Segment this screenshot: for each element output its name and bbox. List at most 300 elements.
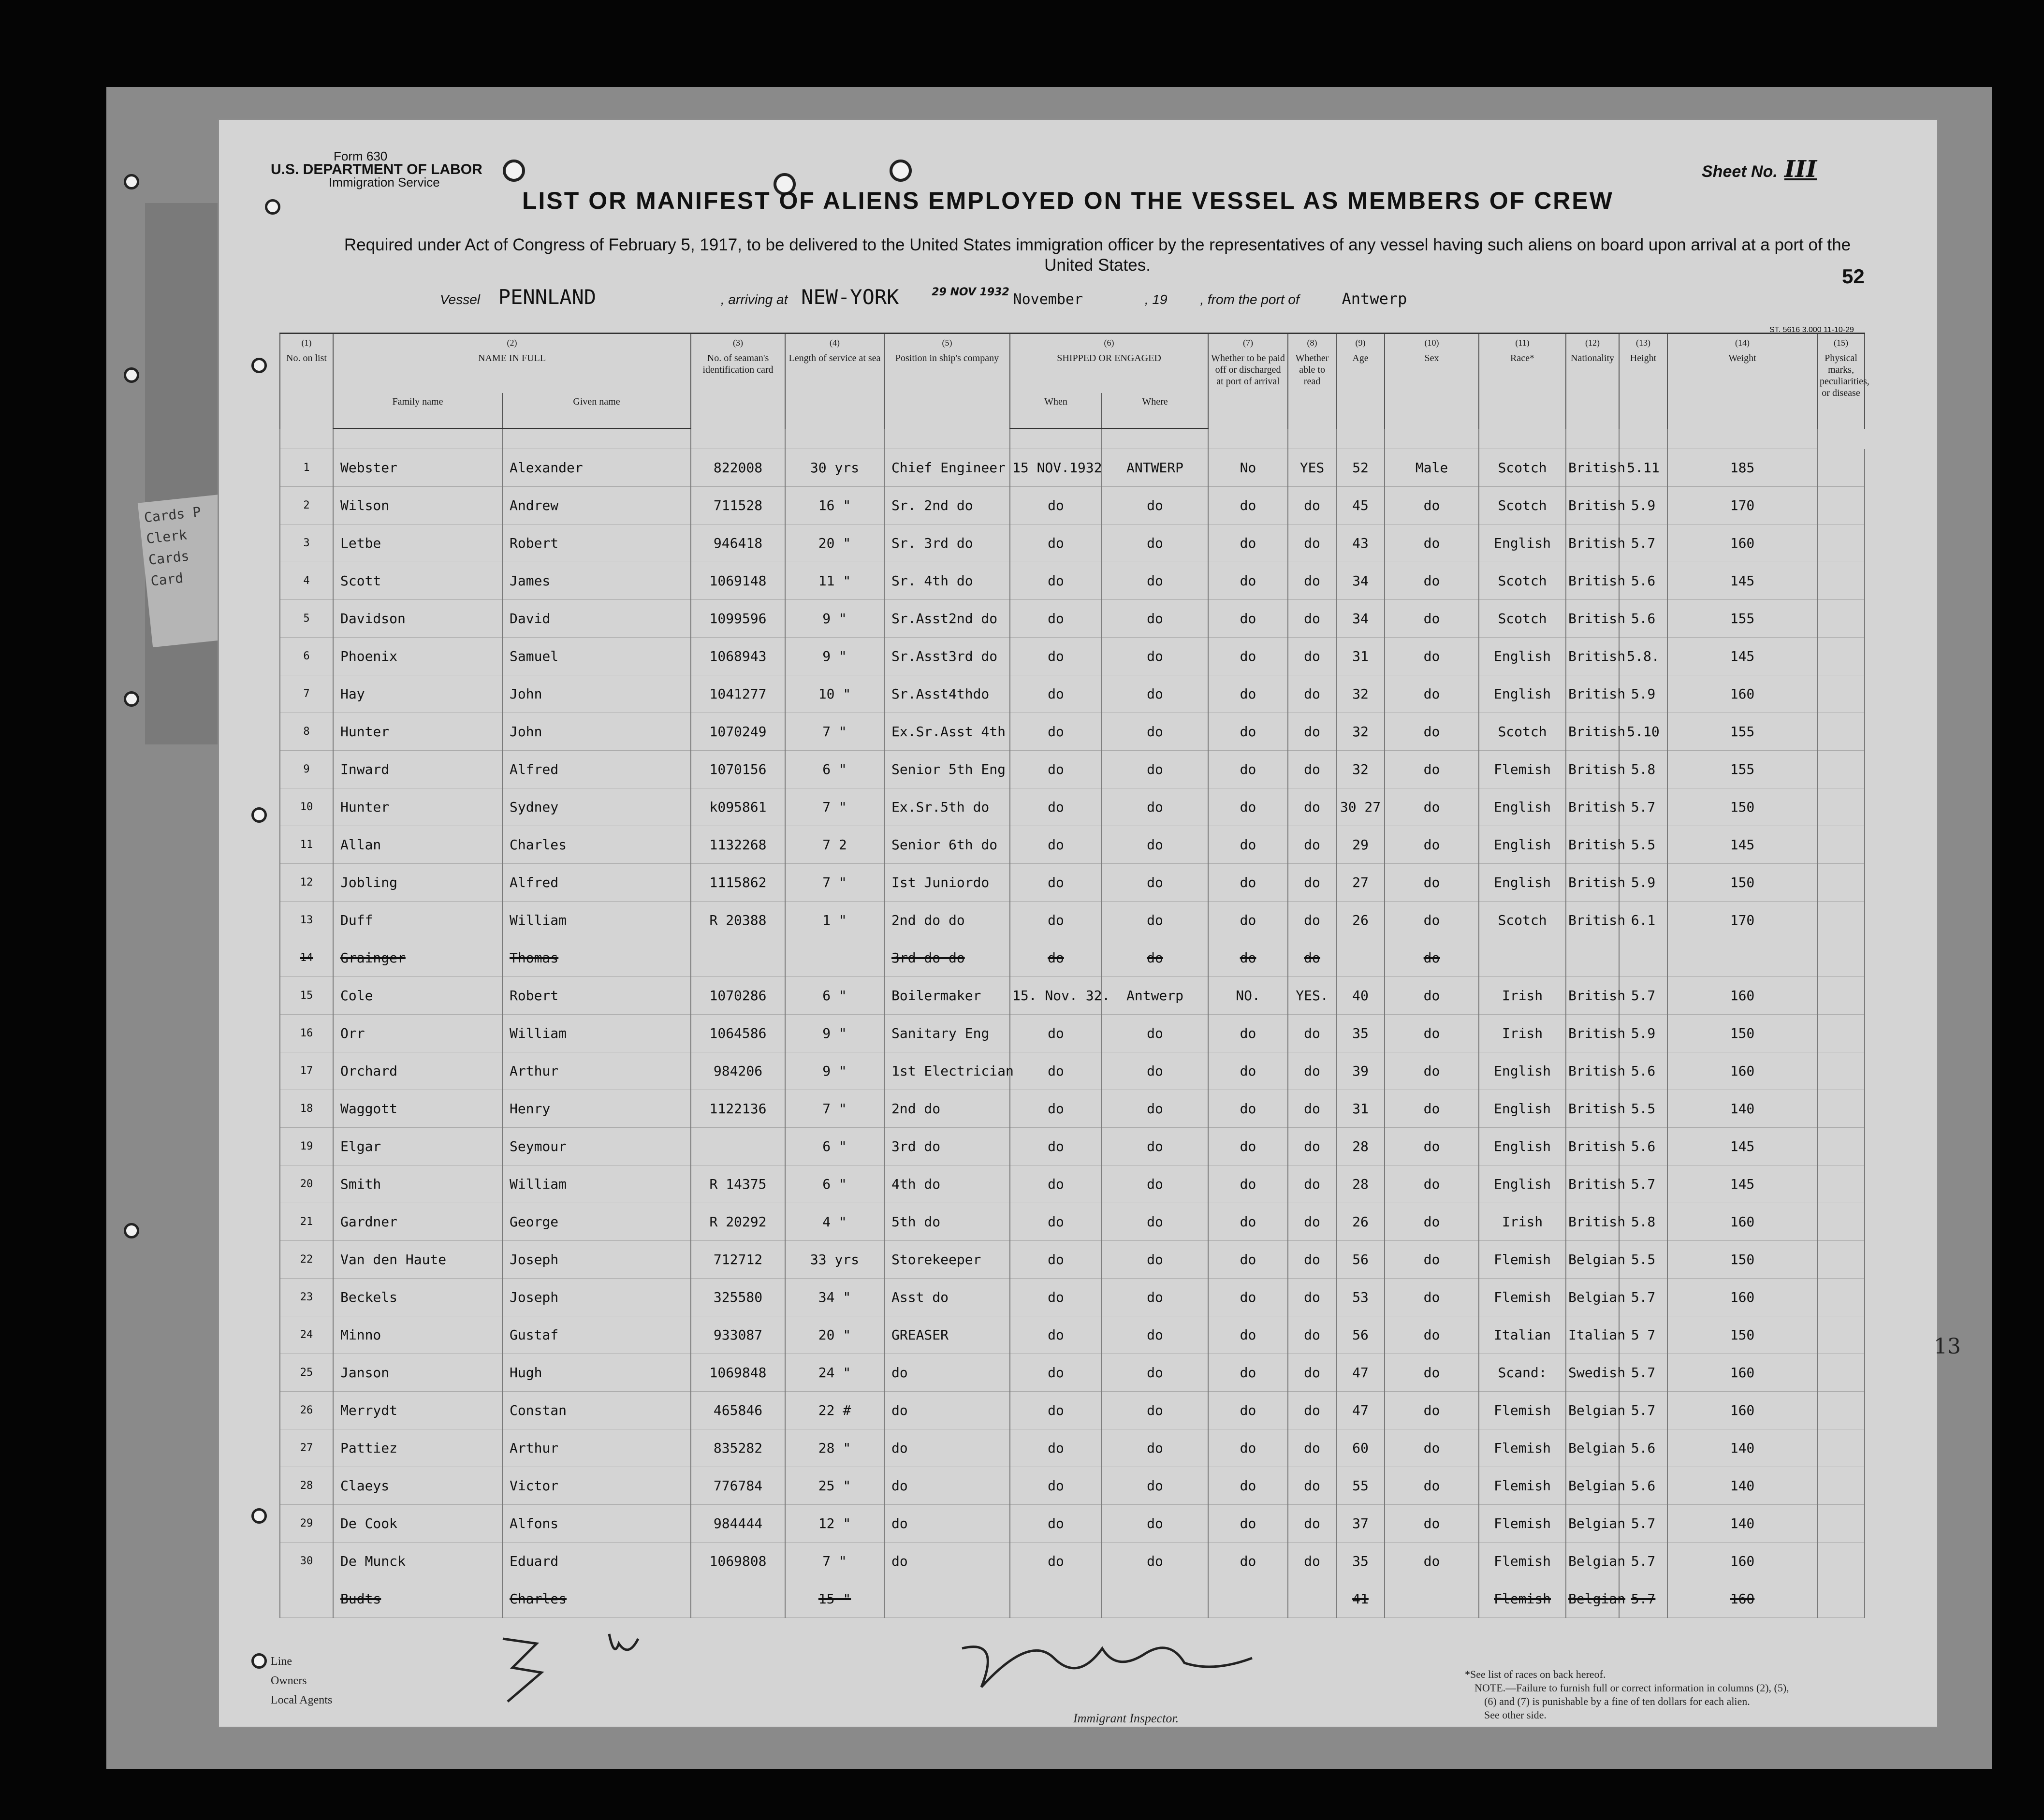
cell-weight [1667,939,1817,977]
cell-where: do [1102,1241,1208,1279]
cell-age: 52 [1336,449,1385,487]
cell-card: 465846 [691,1392,785,1429]
cell-no: 30 [280,1543,333,1580]
cell-paid: do [1208,675,1288,713]
page-title: LIST OR MANIFEST OF ALIENS EMPLOYED ON THE VESSEL AS MEMBERS OF CREW [522,187,1614,214]
cell-sex: do [1385,524,1479,562]
cell-height: 5.7 [1619,1543,1667,1580]
cell-physical-marks [1817,826,1865,864]
cell-read: do [1288,638,1336,675]
cell-when: do [1010,1128,1102,1165]
cell-read: do [1288,1165,1336,1203]
table-row [280,1429,1865,1467]
cell-sex: do [1385,1128,1479,1165]
cell-when: do [1010,713,1102,751]
cell-when: do [1010,1429,1102,1467]
cell-race: English [1479,524,1566,562]
cell-no: 4 [280,562,333,600]
cell-family: Pattiez [333,1429,502,1467]
cell-physical-marks [1817,788,1865,826]
cell-position: Sr.Asst2nd do [884,600,1010,638]
cell-read: do [1288,1543,1336,1580]
cell-nat: Belgian [1566,1580,1619,1618]
cell-height: 5.11 [1619,449,1667,487]
cell-service: 30 yrs [785,449,884,487]
cell-position: Sr. 2nd do [884,487,1010,524]
cell-physical-marks [1817,1505,1865,1543]
table-row [280,1015,1865,1052]
cell-where [1102,1580,1208,1618]
cell-paid: do [1208,1015,1288,1052]
cell-service: 7 2 [785,826,884,864]
cell-age: 28 [1336,1165,1385,1203]
cell-when: do [1010,751,1102,788]
cell-service: 6 " [785,977,884,1015]
cell-height: 5.8 [1619,751,1667,788]
vessel-line: Vessel PENNLAND , arriving at NEW-YORK $^{29 NOV 1932}$ November , 19 , from the port of Antwerp [440,285,1407,309]
cell-paid [1208,1580,1288,1618]
cell-sex: do [1385,1165,1479,1203]
cell-nat: Belgian [1566,1467,1619,1505]
cell-sex: do [1385,826,1479,864]
cell-age: 34 [1336,600,1385,638]
cell-no: 2 [280,487,333,524]
cell-family: Elgar [333,1128,502,1165]
cell-service: 4 " [785,1203,884,1241]
cell-paid: do [1208,1090,1288,1128]
cell-height: 5.6 [1619,1052,1667,1090]
cell-weight: 150 [1667,788,1817,826]
cell-nat: British [1566,788,1619,826]
cell-card: 835282 [691,1429,785,1467]
column-header: (11) Race* [1479,334,1566,429]
cell-weight: 155 [1667,713,1817,751]
cell-given: Alexander [502,449,691,487]
cell-card: 946418 [691,524,785,562]
cell-race: Scotch [1479,902,1566,939]
table-row [280,788,1865,826]
cell-age: 53 [1336,1279,1385,1316]
departure-port: Antwerp [1342,290,1407,308]
cell-sex: do [1385,638,1479,675]
column-subheader: Where [1102,393,1208,429]
table-row [280,1090,1865,1128]
cell-where: do [1102,713,1208,751]
cell-physical-marks [1817,1241,1865,1279]
cell-read: do [1288,487,1336,524]
cell-race: Flemish [1479,751,1566,788]
column-header: (6) SHIPPED OR ENGAGED [1010,334,1208,393]
cell-race: English [1479,1052,1566,1090]
cell-age [1336,939,1385,977]
cell-no: 29 [280,1505,333,1543]
inspector-label: Immigrant Inspector. [1073,1711,1179,1725]
cell-weight: 145 [1667,562,1817,600]
cell-service: 34 " [785,1279,884,1316]
cell-paid: do [1208,638,1288,675]
cell-paid: do [1208,1543,1288,1580]
cell-sex: do [1385,1316,1479,1354]
cell-service: 22 # [785,1392,884,1429]
cell-service: 15 " [785,1580,884,1618]
cell-race: Flemish [1479,1429,1566,1467]
cell-position [884,1580,1010,1618]
cell-nat: British [1566,1128,1619,1165]
cell-position: Sanitary Eng [884,1015,1010,1052]
cell-age: 28 [1336,1128,1385,1165]
cell-where: do [1102,751,1208,788]
cell-position: Chief Engineer [884,449,1010,487]
cell-nat: British [1566,1090,1619,1128]
vessel-name: PENNLAND [498,285,597,309]
binder-hole [251,1508,267,1524]
cell-race: English [1479,1165,1566,1203]
owners-label: Owners [271,1674,307,1687]
cell-family: Janson [333,1354,502,1392]
cell-read: do [1288,788,1336,826]
cell-race: English [1479,826,1566,864]
cell-when: do [1010,1052,1102,1090]
cell-card [691,939,785,977]
cell-physical-marks [1817,1128,1865,1165]
cell-given: Thomas [502,939,691,977]
cell-paid: NO. [1208,977,1288,1015]
cell-where: do [1102,562,1208,600]
cell-weight: 170 [1667,902,1817,939]
cell-family: Cole [333,977,502,1015]
cell-paid: do [1208,902,1288,939]
cell-card: 325580 [691,1279,785,1316]
cell-sex: do [1385,1279,1479,1316]
cell-family: Wilson [333,487,502,524]
cell-height: 5.10 [1619,713,1667,751]
cell-weight: 160 [1667,1580,1817,1618]
cell-physical-marks [1817,487,1865,524]
cell-read: do [1288,1354,1336,1392]
cell-where: do [1102,1354,1208,1392]
sheet-number: Sheet No. III [1702,156,1817,183]
table-row [280,902,1865,939]
cell-no: 7 [280,675,333,713]
cell-given: Sydney [502,788,691,826]
cell-height: 5.6 [1619,562,1667,600]
cell-service: 9 " [785,600,884,638]
cell-read: do [1288,1505,1336,1543]
cell-family: Duff [333,902,502,939]
cell-read: do [1288,864,1336,902]
cell-height: 5.7 [1619,1505,1667,1543]
cell-position: Sr.Asst3rd do [884,638,1010,675]
cell-given: Eduard [502,1543,691,1580]
cell-age: 55 [1336,1467,1385,1505]
cell-physical-marks [1817,939,1865,977]
cell-position: 3rd do do [884,939,1010,977]
cell-given: William [502,902,691,939]
cell-family: De Cook [333,1505,502,1543]
cell-when: do [1010,939,1102,977]
cell-card [691,1128,785,1165]
cell-service: 6 " [785,1128,884,1165]
cell-height: 5.6 [1619,1467,1667,1505]
cell-age: 41 [1336,1580,1385,1618]
cell-when: do [1010,1543,1102,1580]
cell-sex: do [1385,600,1479,638]
cell-when: do [1010,1279,1102,1316]
cell-sex: do [1385,1241,1479,1279]
cell-read: do [1288,1467,1336,1505]
cell-family: Minno [333,1316,502,1354]
cell-when: do [1010,1392,1102,1429]
cell-nat: British [1566,1052,1619,1090]
cell-given: Robert [502,524,691,562]
cell-where: do [1102,1052,1208,1090]
cell-read: do [1288,1090,1336,1128]
cell-family: Jobling [333,864,502,902]
cell-position: Storekeeper [884,1241,1010,1279]
cell-nat [1566,939,1619,977]
cell-weight: 145 [1667,1128,1817,1165]
cell-service: 7 " [785,1090,884,1128]
cell-race: Italian [1479,1316,1566,1354]
print-code: ST. 5616 3.000 11-10-29 [1769,326,1854,334]
cell-family: Orchard [333,1052,502,1090]
table-row [280,675,1865,713]
cell-service: 7 " [785,788,884,826]
cell-position: Ex.Sr.Asst 4th [884,713,1010,751]
cell-height: 5.5 [1619,1090,1667,1128]
cell-family: Budts [333,1580,502,1618]
cell-paid: do [1208,1392,1288,1429]
cell-physical-marks [1817,1429,1865,1467]
cell-height: 5.9 [1619,864,1667,902]
cell-given: Arthur [502,1052,691,1090]
column-header: (10) Sex [1385,334,1479,429]
table-row [280,713,1865,751]
cell-sex: do [1385,1015,1479,1052]
cell-weight: 185 [1667,449,1817,487]
cell-paid: do [1208,1241,1288,1279]
cell-sex: Male [1385,449,1479,487]
cell-position: Ex.Sr.5th do [884,788,1010,826]
line-label: Line [271,1655,292,1668]
cell-race: Scotch [1479,449,1566,487]
cell-height: 5.7 [1619,1354,1667,1392]
cell-read: do [1288,1015,1336,1052]
cell-height: 5.7 [1619,977,1667,1015]
cell-no: 13 [280,902,333,939]
cell-no: 10 [280,788,333,826]
cell-service: 16 " [785,487,884,524]
cell-sex: do [1385,902,1479,939]
cell-given: Joseph [502,1241,691,1279]
cell-race: Flemish [1479,1392,1566,1429]
cell-physical-marks [1817,1015,1865,1052]
cell-read: YES. [1288,977,1336,1015]
cell-paid: do [1208,864,1288,902]
table-row [280,826,1865,864]
cell-no: 9 [280,751,333,788]
cell-position: Asst do [884,1279,1010,1316]
cell-age: 56 [1336,1241,1385,1279]
cell-where: do [1102,638,1208,675]
cell-height: 5.7 [1619,788,1667,826]
column-subheader: When [1010,393,1102,429]
cell-physical-marks [1817,449,1865,487]
cell-physical-marks [1817,751,1865,788]
cell-service: 20 " [785,1316,884,1354]
cell-when: 15. Nov. 32. [1010,977,1102,1015]
cell-service: 12 " [785,1505,884,1543]
department-name: U.S. DEPARTMENT OF LABOR [271,161,482,177]
table-row [280,1316,1865,1354]
cell-position: do [884,1354,1010,1392]
cell-nat: British [1566,562,1619,600]
cell-no: 16 [280,1015,333,1052]
cell-nat: British [1566,1015,1619,1052]
cell-no: 17 [280,1052,333,1090]
cell-physical-marks [1817,977,1865,1015]
cell-given: John [502,675,691,713]
cell-age: 26 [1336,1203,1385,1241]
table-row [280,487,1865,524]
cell-age: 29 [1336,826,1385,864]
cell-height: 6.1 [1619,902,1667,939]
cell-weight: 160 [1667,524,1817,562]
cell-weight: 150 [1667,1015,1817,1052]
handwritten-initials [493,1629,648,1706]
cell-no: 28 [280,1467,333,1505]
cell-height: 5.5 [1619,826,1667,864]
cell-sex: do [1385,562,1479,600]
column-header: (15) Physical marks, peculiarities, or disease [1817,334,1865,429]
cell-physical-marks [1817,1580,1865,1618]
cell-position: 5th do [884,1203,1010,1241]
cell-nat: British [1566,675,1619,713]
cell-sex: do [1385,939,1479,977]
cell-position: 4th do [884,1165,1010,1203]
cell-given: Arthur [502,1429,691,1467]
cell-weight: 160 [1667,675,1817,713]
cell-family: Waggott [333,1090,502,1128]
cell-card: 984444 [691,1505,785,1543]
cell-physical-marks [1817,1467,1865,1505]
cell-age: 35 [1336,1015,1385,1052]
cell-no: 25 [280,1354,333,1392]
cell-where: do [1102,826,1208,864]
cell-service: 25 " [785,1467,884,1505]
cell-nat: Belgian [1566,1392,1619,1429]
cell-weight: 150 [1667,1241,1817,1279]
cell-age: 31 [1336,638,1385,675]
cell-nat: British [1566,826,1619,864]
cell-race: Scand: [1479,1354,1566,1392]
cell-position: 2nd do [884,1090,1010,1128]
cell-height: 5.7 [1619,1279,1667,1316]
cell-card: 1070249 [691,713,785,751]
cell-age: 60 [1336,1429,1385,1467]
cell-height: 5.9 [1619,1015,1667,1052]
cell-age: 47 [1336,1392,1385,1429]
cell-race [1479,939,1566,977]
table-row [280,449,1865,487]
cell-position: do [884,1392,1010,1429]
cell-nat: British [1566,449,1619,487]
cell-age: 30 27 [1336,788,1385,826]
cell-position: do [884,1505,1010,1543]
cell-no: 24 [280,1316,333,1354]
cell-no: 14 [280,939,333,977]
cell-when: do [1010,600,1102,638]
cell-card: k095861 [691,788,785,826]
cell-family: Letbe [333,524,502,562]
cell-where: do [1102,1316,1208,1354]
cell-where: do [1102,1392,1208,1429]
margin-mark: 13 [1934,1334,1961,1359]
cell-age: 32 [1336,675,1385,713]
table-row [280,1505,1865,1543]
column-header: (8) Whether able to read [1288,334,1336,429]
arrival-month: November [1013,291,1083,308]
cell-height: 5.5 [1619,1241,1667,1279]
cell-age: 31 [1336,1090,1385,1128]
arrival-port: NEW-YORK [801,285,899,309]
cell-age: 45 [1336,487,1385,524]
column-header: (2) NAME IN FULL [333,334,691,393]
cell-no: 27 [280,1429,333,1467]
cell-race: English [1479,638,1566,675]
cell-given: Victor [502,1467,691,1505]
table-row [280,1467,1865,1505]
cell-when: do [1010,524,1102,562]
cell-given: Hugh [502,1354,691,1392]
cell-read: do [1288,1203,1336,1241]
cell-card: 711528 [691,487,785,524]
cell-given: William [502,1165,691,1203]
table-row [280,638,1865,675]
cell-sex: do [1385,1429,1479,1467]
cell-card: 1069148 [691,562,785,600]
cell-paid: do [1208,487,1288,524]
cell-sex: do [1385,1467,1479,1505]
cell-given: William [502,1015,691,1052]
cell-race: Scotch [1479,600,1566,638]
cell-where: do [1102,1015,1208,1052]
cell-no: 8 [280,713,333,751]
cell-card: R 20292 [691,1203,785,1241]
cell-family: Smith [333,1165,502,1203]
cell-read: do [1288,1429,1336,1467]
cell-family: Phoenix [333,638,502,675]
cell-weight: 140 [1667,1467,1817,1505]
cell-weight: 140 [1667,1090,1817,1128]
cell-given: James [502,562,691,600]
cell-nat: British [1566,600,1619,638]
cell-service: 9 " [785,1052,884,1090]
cell-nat: British [1566,751,1619,788]
cell-race: Irish [1479,977,1566,1015]
cell-family: Claeys [333,1467,502,1505]
cell-read: do [1288,751,1336,788]
table-row [280,1354,1865,1392]
cell-given: Charles [502,826,691,864]
table-row [280,1241,1865,1279]
binder-hole [124,367,139,383]
cell-card: 1132268 [691,826,785,864]
cell-sex: do [1385,977,1479,1015]
cell-race: Irish [1479,1015,1566,1052]
cell-physical-marks [1817,1316,1865,1354]
cell-position: Ist Juniordo [884,864,1010,902]
